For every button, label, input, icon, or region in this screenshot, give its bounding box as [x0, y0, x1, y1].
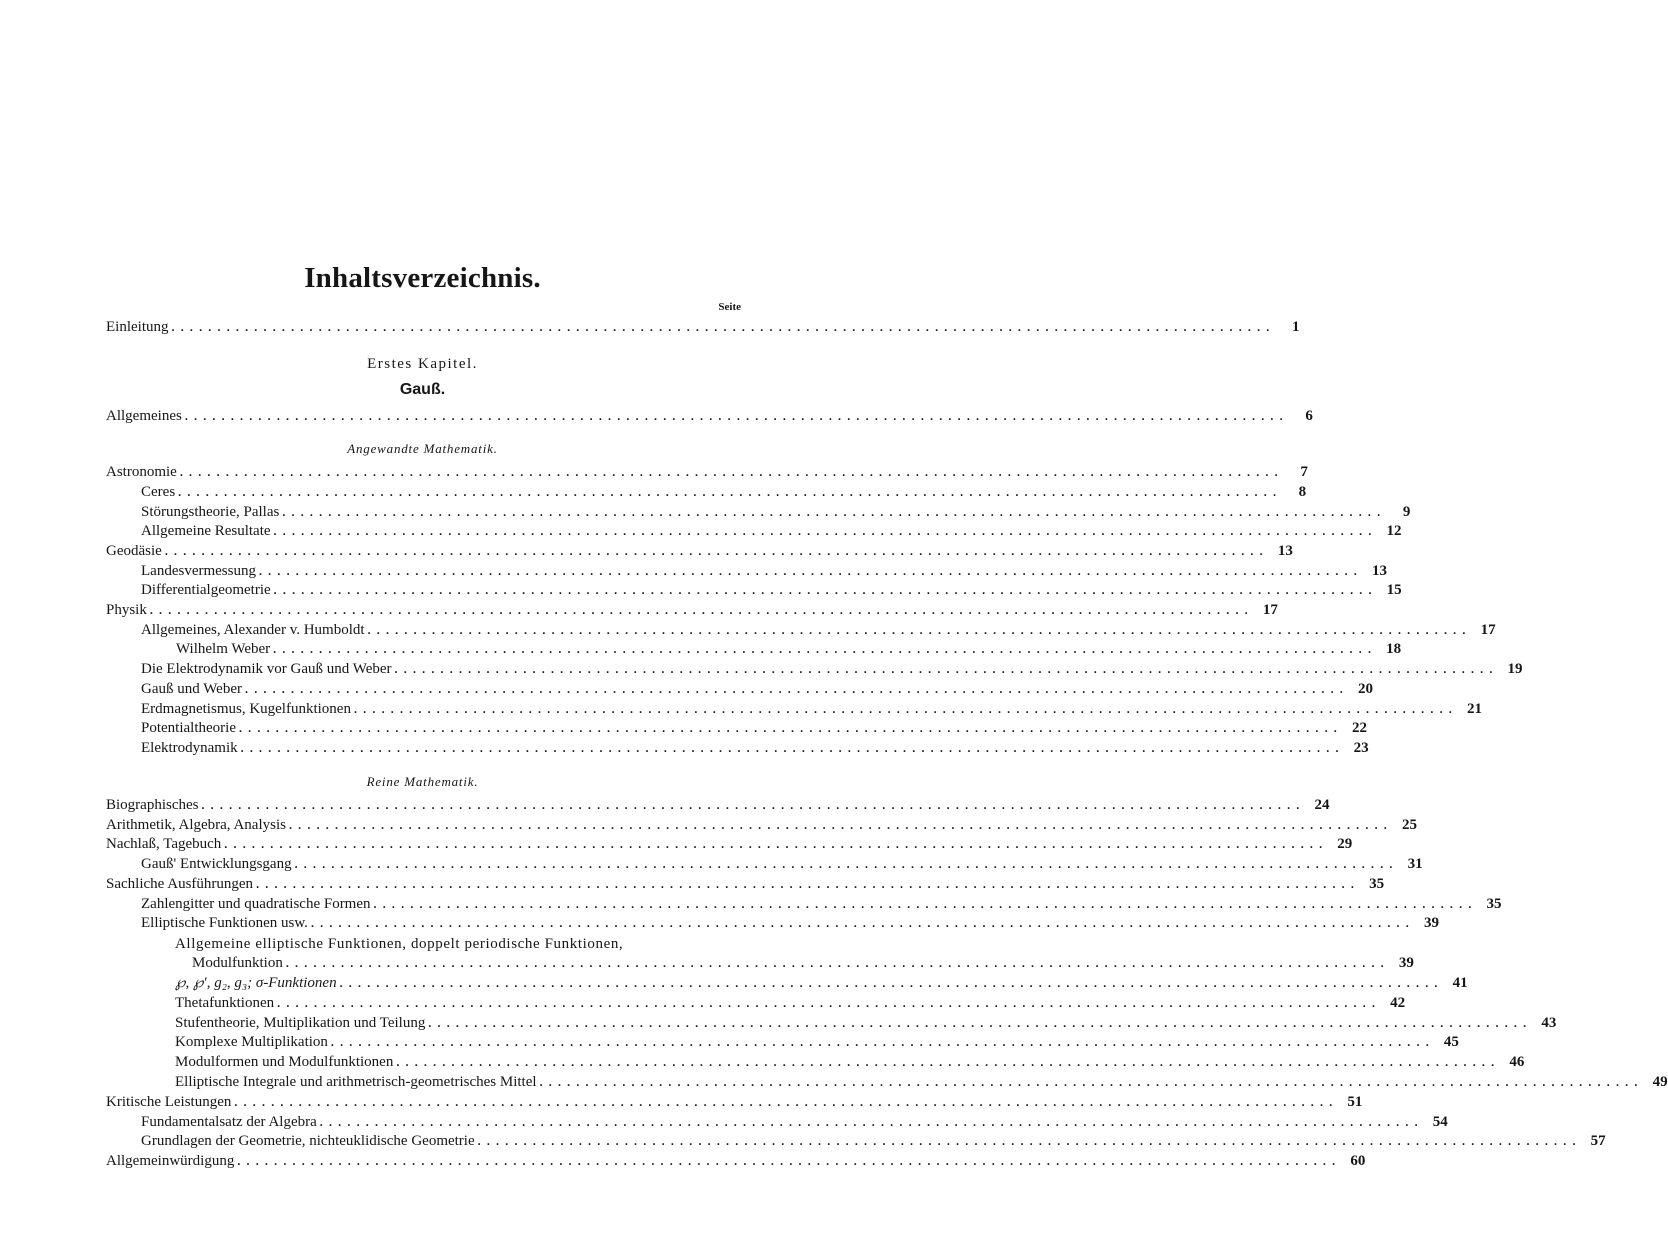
toc-entry [141, 483, 1307, 502]
toc-entry-einleitung [106, 318, 1300, 337]
leader-dots: ........................................................................................................................ [330, 1035, 1435, 1049]
leader-dots: ........................................................................................................................ [282, 505, 1387, 519]
toc-entry-label: Ceres [141, 484, 176, 500]
toc-entry [141, 739, 1369, 758]
toc-entry-label: Landesvermessung [141, 563, 256, 579]
page-title: Inhaltsverzeichnis. [304, 262, 541, 294]
toc-entry-label: Thetafunktionen [175, 995, 275, 1011]
leader-dots: ........................................................................................................................ [237, 1154, 1342, 1168]
toc-entry-page: 21 [1466, 701, 1482, 717]
leader-dots: ........................................................................................................................ [477, 1134, 1582, 1148]
toc-entry-allgemeines [106, 407, 1313, 426]
toc-entry-page: 9 [1402, 504, 1411, 520]
leader-dots: ........................................................................................................................ [273, 524, 1378, 538]
toc-entry-label: Geodäsie [106, 543, 162, 559]
toc-entry [106, 1093, 1363, 1112]
toc-entry [141, 895, 1502, 914]
leader-dots: ........................................................................................................................ [373, 897, 1478, 911]
toc-entry [175, 974, 1468, 993]
page-column-label: Seite [718, 301, 741, 313]
toc-entry-page: 24 [1314, 797, 1330, 813]
toc-entry-label: Sachliche Ausführungen [106, 876, 254, 892]
toc-entry-page: 42 [1390, 995, 1406, 1011]
toc-entry-label: Allgemeinwürdigung [106, 1153, 235, 1169]
toc-entry-label: Erdmagnetismus, Kugelfunktionen [141, 701, 351, 717]
leader-dots: ........................................................................................................................ [224, 837, 1329, 851]
toc-entry-page: 39 [1398, 955, 1414, 971]
toc-entry-page: 43 [1541, 1015, 1557, 1031]
toc-entry-page: 1 [1292, 319, 1300, 335]
toc-entry-label: Stufentheorie, Multiplikation und Teilung [175, 1015, 426, 1031]
leader-dots: ........................................................................................................................ [319, 1115, 1424, 1129]
toc-entry-label: Physik [106, 602, 147, 618]
toc-entry-page: 18 [1386, 641, 1402, 657]
toc-entry [106, 875, 1385, 894]
leader-dots: ........................................................................................................................ [273, 642, 1378, 656]
toc-entry [141, 1132, 1606, 1151]
toc-entry-page: 17 [1480, 622, 1496, 638]
toc-entry-label: Gauß und Weber [141, 681, 242, 697]
toc-entry-page: 31 [1407, 856, 1423, 872]
toc-entry-page: 25 [1401, 817, 1417, 833]
toc-entry [175, 1033, 1459, 1052]
toc-entry [106, 816, 1417, 835]
toc-entry [192, 954, 1414, 973]
toc-entry-label: Allgemeines [106, 408, 182, 424]
leader-dots: ........................................................................................................................ [367, 623, 1472, 637]
toc-entry [106, 1152, 1366, 1171]
leader-dots: ........................................................................................................................ [273, 583, 1378, 597]
toc-entry-page: 7 [1300, 464, 1308, 480]
leader-dots: ........................................................................................................................ [164, 544, 1269, 558]
leader-dots: ........................................................................................................................ [201, 798, 1306, 812]
leader-dots: ........................................................................................................................ [184, 409, 1289, 423]
toc-entry [106, 796, 1330, 815]
toc-entry-label: Elliptische Integrale und arithmetrisch-geometrisches Mittel [175, 1074, 537, 1090]
toc-entry [141, 621, 1496, 640]
toc-entry-page: 20 [1358, 681, 1373, 697]
toc-entry [175, 1014, 1557, 1033]
toc-entry-label: Grundlagen der Geometrie, nichteuklidische Geometrie [141, 1133, 475, 1149]
chapter-name: Gauß. [399, 381, 446, 398]
leader-dots: ........................................................................................................................ [240, 741, 1345, 755]
toc-entry [141, 1113, 1448, 1132]
leader-dots: ........................................................................................................................ [238, 721, 1343, 735]
toc-entry-label: Einleitung [106, 319, 169, 335]
toc-entry-label: Arithmetik, Algebra, Analysis [106, 817, 286, 833]
toc-entry-page: 15 [1386, 582, 1402, 598]
toc-entry-label: Gauß' Entwicklungsgang [141, 856, 292, 872]
toc-entry-label: ℘, ℘′, g₂, g₃; σ-Funktionen [175, 975, 337, 991]
leader-dots: ........................................................................................................................ [258, 564, 1363, 578]
toc-entry-label: Die Elektrodynamik vor Gauß und Weber [141, 661, 392, 677]
toc-entry [141, 503, 1411, 522]
toc-entry-page: 35 [1486, 896, 1502, 912]
leader-dots: ........................................................................................................................ [396, 1055, 1501, 1069]
toc-entry [141, 522, 1402, 541]
toc-entry-label: Nachlaß, Tagebuch [106, 836, 222, 852]
leader-dots: ........................................................................................................................ [394, 662, 1499, 676]
leader-dots: ........................................................................................................................ [234, 1095, 1339, 1109]
leader-dots: ........................................................................................................................ [310, 916, 1415, 930]
toc-entry-page: 46 [1509, 1054, 1525, 1070]
toc-entry-page: 22 [1351, 720, 1367, 736]
toc-entry-label: Astronomie [106, 464, 177, 480]
toc-entry-page: 35 [1369, 876, 1385, 892]
toc-entry-page: 41 [1452, 975, 1468, 991]
toc-entry-page: 6 [1305, 408, 1313, 424]
toc-entry [176, 640, 1402, 659]
toc-entry-page: 13 [1371, 563, 1387, 579]
toc-entry-page: 57 [1590, 1133, 1606, 1149]
toc-entry [141, 719, 1367, 738]
toc-entry-label: Zahlengitter und quadratische Formen [141, 896, 371, 912]
toc-entry-label: Elektrodynamik [141, 740, 238, 756]
toc-entry-page: 54 [1432, 1114, 1448, 1130]
toc-entry-label: Störungstheorie, Pallas [141, 504, 280, 520]
leader-dots: ........................................................................................................................ [353, 702, 1458, 716]
toc-entry-label: Elliptische Funktionen usw. [141, 915, 308, 931]
leader-dots: ........................................................................................................................ [428, 1016, 1533, 1030]
leader-dots: ........................................................................................................................ [539, 1075, 1644, 1089]
toc-entry-page: 39 [1423, 915, 1439, 931]
leader-dots: ........................................................................................................................ [339, 976, 1444, 990]
leader-dots: ........................................................................................................................ [288, 818, 1393, 832]
toc-entry [106, 463, 1308, 482]
leader-dots: ........................................................................................................................ [171, 320, 1276, 334]
toc-entry-page: 45 [1443, 1034, 1459, 1050]
toc-entry [141, 581, 1402, 600]
toc-entry-label: Modulformen und Modulfunktionen [175, 1054, 394, 1070]
leader-dots: ........................................................................................................................ [179, 465, 1284, 479]
toc-entry-label: Fundamentalsatz der Algebra [141, 1114, 317, 1130]
toc-entry-page: 17 [1262, 602, 1278, 618]
toc-entry [141, 855, 1423, 874]
toc-entry [141, 700, 1482, 719]
toc-entry-continued: Allgemeine elliptische Funktionen, doppelt periodische Funktionen, [175, 936, 624, 952]
toc-entry-label: Wilhelm Weber [176, 641, 271, 657]
toc-entry-page: 29 [1337, 836, 1353, 852]
toc-entry-label: Kritische Leistungen [106, 1094, 232, 1110]
toc-entry [175, 994, 1406, 1013]
toc-entry [106, 542, 1293, 561]
leader-dots: ........................................................................................................................ [256, 877, 1361, 891]
toc-entry [175, 1053, 1525, 1072]
toc-entry-label: Biographisches [106, 797, 199, 813]
toc-entry-page: 13 [1277, 543, 1293, 559]
toc-entry-page: 49 [1652, 1074, 1668, 1090]
leader-dots: ........................................................................................................................ [294, 857, 1399, 871]
toc-entry-label: Differentialgeometrie [141, 582, 271, 598]
leader-dots: ........................................................................................................................ [245, 682, 1349, 696]
section-heading-applied: Angewandte Mathematik. [347, 441, 498, 456]
toc-entry [141, 680, 1373, 699]
toc-entry-page: 8 [1298, 484, 1307, 500]
toc-entry-page: 23 [1353, 740, 1369, 756]
toc-entry [141, 660, 1523, 679]
toc-entry-label: Allgemeines, Alexander v. Humboldt [141, 622, 365, 638]
section-heading-pure: Reine Mathematik. [366, 774, 479, 789]
toc-entry [175, 1073, 1668, 1092]
toc-entry [141, 914, 1439, 933]
toc-entry-page: 51 [1347, 1094, 1363, 1110]
toc-entry-label: Modulfunktion [192, 955, 283, 971]
toc-entry-label: Potentialtheorie [141, 720, 236, 736]
toc-entry [141, 562, 1387, 581]
leader-dots: ........................................................................................................................ [178, 485, 1283, 499]
toc-entry-page: 60 [1350, 1153, 1366, 1169]
toc-entry [106, 601, 1278, 620]
toc-entry [106, 835, 1353, 854]
leader-dots: ........................................................................................................................ [277, 996, 1382, 1010]
toc-entry-label: Allgemeine Resultate [141, 523, 271, 539]
toc-entry-page: 19 [1507, 661, 1523, 677]
leader-dots: ........................................................................................................................ [149, 603, 1254, 617]
toc-entry-label: Komplexe Multiplikation [175, 1034, 328, 1050]
toc-entry-page: 12 [1386, 523, 1402, 539]
leader-dots: ........................................................................................................................ [285, 956, 1390, 970]
chapter-heading: Erstes Kapitel. [367, 356, 478, 372]
